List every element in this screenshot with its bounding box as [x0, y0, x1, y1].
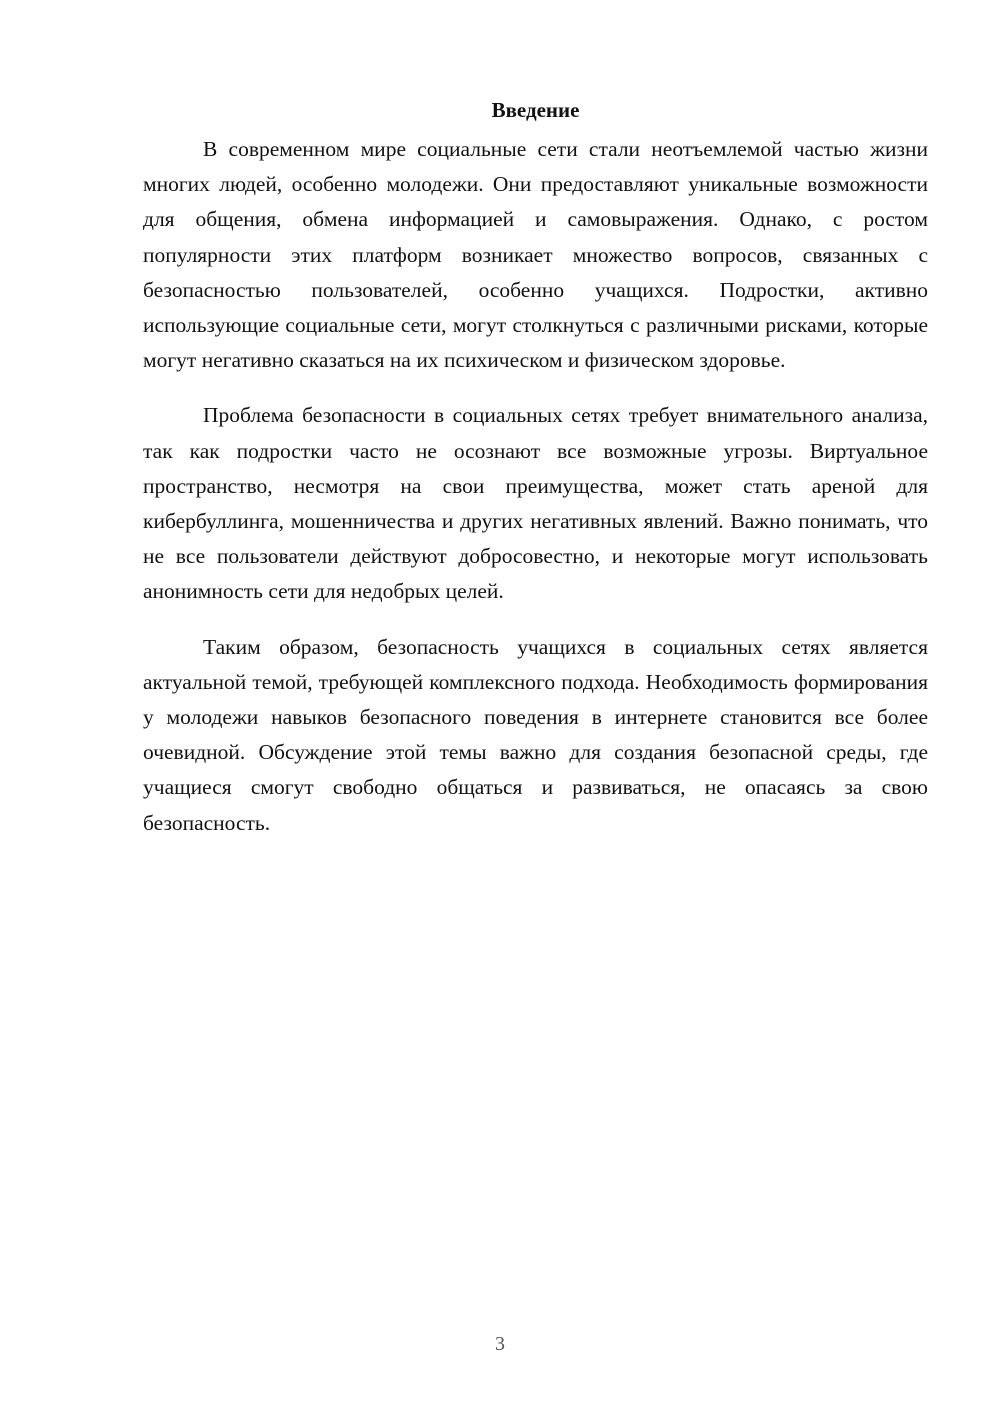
page-number: 3	[495, 1333, 505, 1355]
page-body	[143, 92, 928, 861]
paragraph-1: В современном мире социальные сети стали неотъемлемой частью жизни многих людей, особенно молодежи. Они предоставляют уникальные возможности для общения, обмена информацией и самовыражения. Однако, с ростом популярности этих платформ возникает множество вопросов, связанных с безопасностью пользователей, особенно учащихся. Подростки, активно использующие социальные сети, могут столкнуться с различными рисками, которые могут негативно сказаться на их психическом и физическом здоровье.	[143, 137, 928, 373]
paragraph-2: Проблема безопасности в социальных сетях требует внимательного анализа, так как подростки часто не осознают все возможные угрозы. Виртуальное пространство, несмотря на свои преимущества, может стать ареной для кибербуллинга, мошенничества и других негативных явлений. Важно понимать, что не все пользователи действуют добросовестно, и некоторые могут использовать анонимность сети для недобрых целей.	[143, 403, 928, 604]
section-heading: Введение	[491, 98, 580, 122]
paragraph-3: Таким образом, безопасность учащихся в социальных сетях является актуальной темой, требующей комплексного подхода. Необходимость формирования у молодежи навыков безопасного поведения в интернете становится все более очевидной. Обсуждение этой темы важно для создания безопасной среды, где учащиеся смогут свободно общаться и развиваться, не опасаясь за свою безопасность.	[143, 634, 928, 835]
